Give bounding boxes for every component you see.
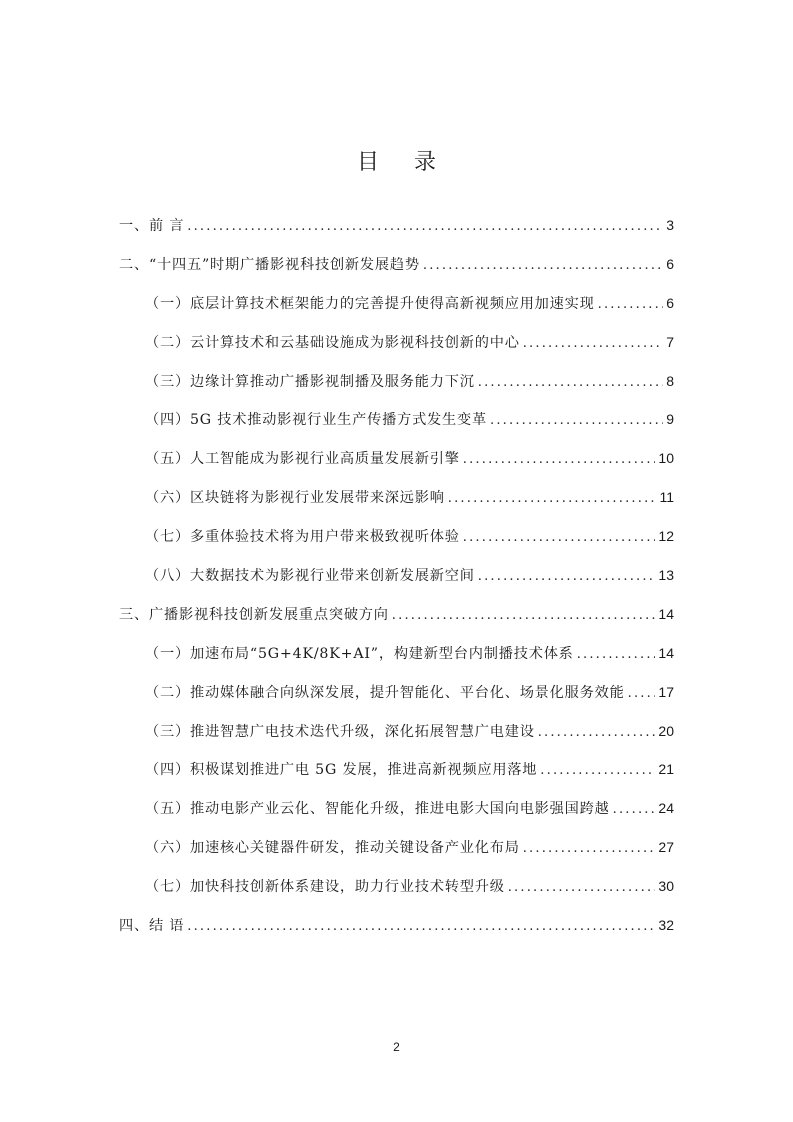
toc-entry-label: 一、前 言: [119, 218, 185, 234]
toc-entry-page-number: 11: [659, 489, 674, 506]
toc-entry-page-number: 20: [658, 722, 674, 739]
toc-entry-page-number: 14: [658, 605, 674, 622]
toc-dot-leader: [448, 491, 657, 506]
toc-entry-page-number: 8: [666, 372, 674, 389]
toc-entry-label: 三、广播影视科技创新发展重点突破方向: [119, 606, 389, 623]
toc-dot-leader: [613, 802, 656, 817]
toc-dot-leader: [577, 647, 656, 662]
toc-entry[interactable]: [119, 254, 674, 293]
toc-entry[interactable]: [119, 837, 674, 876]
toc-entry-page-number: 21: [658, 761, 674, 778]
table-of-contents: [119, 215, 674, 954]
toc-entry-page-number: 7: [666, 333, 674, 350]
toc-entry[interactable]: [119, 876, 674, 915]
toc-entry[interactable]: [119, 215, 674, 254]
toc-entry-page-number: 6: [666, 294, 674, 311]
toc-entry-page-number: 9: [666, 411, 674, 428]
toc-entry[interactable]: [119, 565, 674, 604]
toc-dot-leader: [187, 919, 655, 934]
toc-entry[interactable]: [119, 721, 674, 760]
toc-entry-label: （七）加快科技创新体系建设，助力行业技术转型升级: [145, 879, 505, 896]
toc-dot-leader: [540, 763, 655, 778]
toc-dot-leader: [628, 686, 656, 701]
toc-entry[interactable]: [119, 526, 674, 565]
toc-entry-page-number: 3: [666, 217, 674, 233]
toc-dot-leader: [392, 608, 656, 623]
toc-entry-page-number: 24: [658, 800, 674, 817]
toc-entry-label: （八）大数据技术为影视行业带来创新发展新空间: [145, 568, 475, 585]
toc-entry-label: 二、“十四五”时期广播影视科技创新发展趋势: [119, 256, 420, 273]
toc-entry-page-number: 30: [658, 878, 674, 895]
toc-entry-label: （六）区块链将为影视行业发展带来深远影响: [145, 490, 445, 507]
toc-entry[interactable]: [119, 332, 674, 371]
toc-entry-page-number: 14: [658, 644, 674, 661]
toc-entry-page-number: 32: [658, 917, 674, 934]
toc-entry-page-number: 12: [658, 528, 674, 545]
toc-dot-leader: [187, 219, 663, 234]
toc-entry-page-number: 10: [658, 450, 674, 467]
toc-entry-page-number: 13: [658, 567, 674, 584]
toc-entry[interactable]: [119, 759, 674, 798]
toc-entry[interactable]: [119, 293, 674, 332]
toc-entry[interactable]: [119, 682, 674, 721]
toc-entry-label: （六）加速核心关键器件研发，推动关键设备产业化布局: [145, 840, 520, 857]
toc-entry-page-number: 6: [666, 255, 674, 272]
toc-title: 目 录: [357, 150, 450, 175]
toc-entry-label: （四）积极谋划推进广电 5G 发展，推进高新视频应用落地: [145, 762, 538, 779]
toc-entry-label: （一）加速布局“5G+4K/8K+AI”，构建新型台内制播技术体系: [145, 645, 574, 662]
toc-dot-leader: [478, 569, 656, 584]
toc-entry[interactable]: [119, 798, 674, 837]
toc-dot-leader: [523, 841, 656, 856]
toc-dot-leader: [423, 258, 663, 273]
toc-dot-leader: [523, 336, 664, 351]
page-number: 2: [393, 1040, 400, 1054]
toc-entry[interactable]: [119, 487, 674, 526]
toc-entry-label: （五）人工智能成为影视行业高质量发展新引擎: [145, 451, 460, 468]
toc-entry-label: （一）底层计算技术框架能力的完善提升使得高新视频应用加速实现: [145, 295, 595, 312]
toc-dot-leader: [463, 452, 656, 467]
toc-dot-leader: [538, 725, 656, 740]
toc-entry-label: 四、结 语: [119, 918, 185, 935]
toc-entry-page-number: 27: [658, 839, 674, 856]
toc-entry-page-number: 17: [658, 683, 674, 700]
toc-entry[interactable]: [119, 448, 674, 487]
toc-entry[interactable]: [119, 409, 674, 448]
toc-dot-leader: [598, 297, 664, 312]
toc-dot-leader: [490, 413, 663, 428]
toc-entry-label: （三）边缘计算推动广播影视制播及服务能力下沉: [145, 373, 475, 390]
toc-entry[interactable]: [119, 643, 674, 682]
toc-entry-label: （二）云计算技术和云基础设施成为影视科技创新的中心: [145, 334, 520, 351]
toc-dot-leader: [463, 530, 656, 545]
toc-dot-leader: [478, 375, 663, 390]
toc-entry-label: （三）推进智慧广电技术迭代升级，深化拓展智慧广电建设: [145, 723, 535, 740]
toc-dot-leader: [508, 880, 656, 895]
toc-entry[interactable]: [119, 604, 674, 643]
toc-entry-label: （七）多重体验技术将为用户带来极致视听体验: [145, 529, 460, 546]
toc-entry[interactable]: [119, 915, 674, 954]
toc-entry-label: （二）推动媒体融合向纵深发展，提升智能化、平台化、场景化服务效能: [145, 684, 625, 701]
toc-entry[interactable]: [119, 371, 674, 410]
toc-entry-label: （五）推动电影产业云化、智能化升级，推进电影大国向电影强国跨越: [145, 801, 610, 818]
toc-entry-label: （四）5G 技术推动影视行业生产传播方式发生变革: [145, 412, 488, 429]
